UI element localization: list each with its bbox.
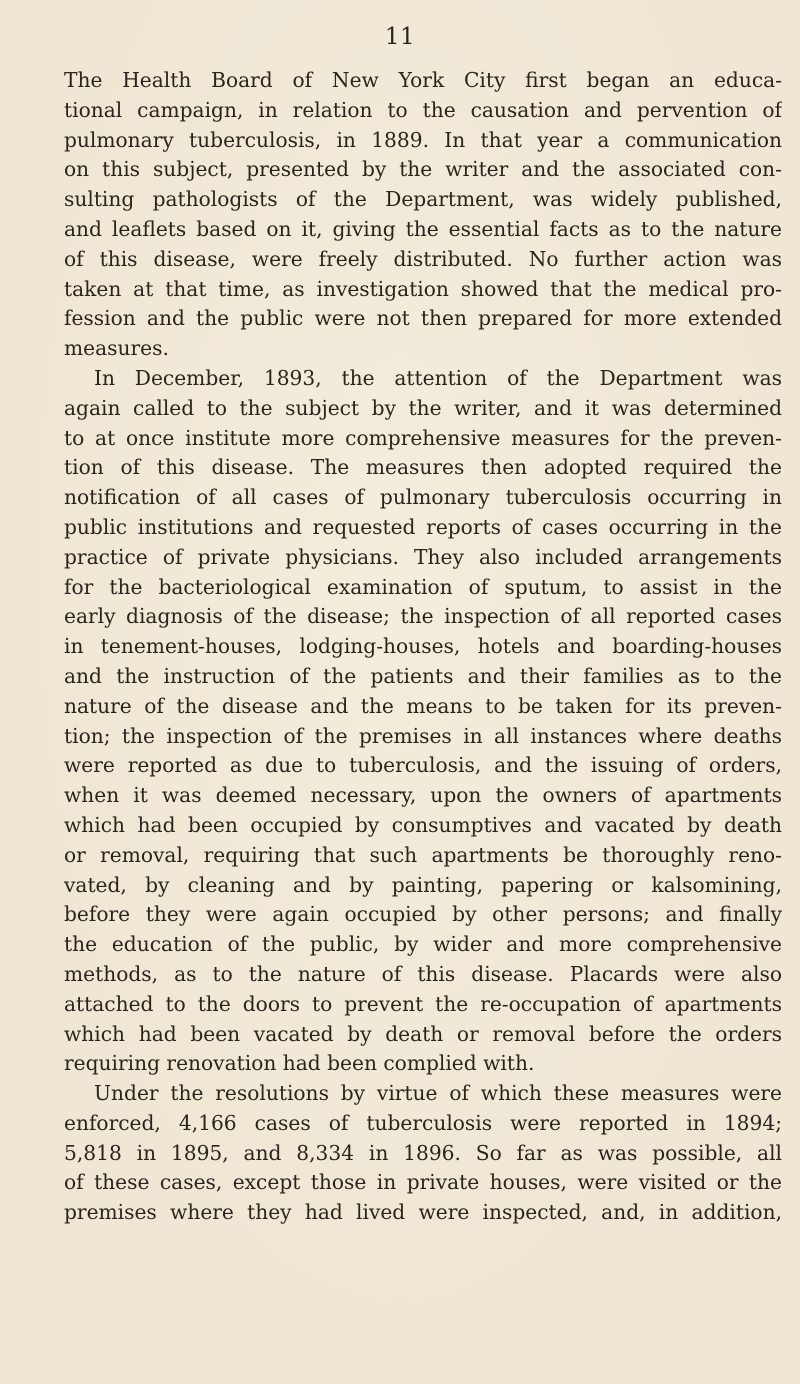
text-line: in tenement-houses, lodging-houses, hotels and boarding-houses bbox=[64, 634, 782, 659]
text-line: again called to the subject by the writer, and it was determined bbox=[64, 395, 782, 420]
text-line: and leaflets based on it, giving the essential facts as to the nature bbox=[64, 216, 782, 241]
text-line: to at once institute more comprehensive measures for the preven- bbox=[64, 425, 782, 450]
text-line: In December, 1893, the attention of the Department was bbox=[94, 365, 782, 390]
body-text bbox=[64, 66, 782, 1228]
text-line: pulmonary tuberculosis, in 1889. In that year a communication bbox=[64, 127, 782, 152]
text-line: for the bacteriological examination of sputum, to assist in the bbox=[64, 574, 782, 599]
text-line: sulting pathologists of the Department, was widely published, bbox=[64, 187, 782, 212]
text-line: public institutions and requested reports of cases occurring in the bbox=[64, 514, 782, 539]
text-line: the education of the public, by wider and more comprehensive bbox=[64, 932, 782, 957]
text-line: nature of the disease and the means to be taken for its preven- bbox=[64, 693, 782, 718]
text-line: of these cases, except those in private houses, were visited or the bbox=[64, 1170, 782, 1195]
text-line: practice of private physicians. They also included arrangements bbox=[64, 544, 782, 569]
text-line: enforced, 4,166 cases of tuberculosis were reported in 1894; bbox=[64, 1110, 782, 1135]
text-line: methods, as to the nature of this disease. Placards were also bbox=[64, 961, 782, 986]
text-line: fession and the public were not then prepared for more extended bbox=[64, 306, 782, 331]
text-line: of this disease, were freely distributed. No further action was bbox=[64, 246, 782, 271]
text-line: were reported as due to tuberculosis, and the issuing of orders, bbox=[64, 753, 782, 778]
text-line: tional campaign, in relation to the causation and pervention of bbox=[64, 97, 782, 122]
text-line: The Health Board of New York City first began an educa- bbox=[64, 68, 782, 92]
text-line: on this subject, presented by the writer and the associated con- bbox=[64, 157, 782, 182]
text-line: which had been occupied by consumptives and vacated by death bbox=[64, 812, 782, 837]
text-line: premises where they had lived were inspected, and, in addition, bbox=[64, 1200, 782, 1225]
text-line: notification of all cases of pulmonary tuberculosis occurring in bbox=[64, 485, 782, 510]
text-line: early diagnosis of the disease; the inspection of all reported cases bbox=[64, 604, 782, 629]
text-line: before they were again occupied by other persons; and finally bbox=[64, 902, 782, 927]
text-line: measures. bbox=[64, 336, 169, 361]
paragraph bbox=[64, 364, 782, 1079]
text-line: tion; the inspection of the premises in all instances where deaths bbox=[64, 723, 782, 748]
text-line: or removal, requiring that such apartments be thoroughly reno- bbox=[64, 842, 782, 867]
text-line: when it was deemed necessary, upon the owners of apartments bbox=[64, 783, 782, 808]
paragraph bbox=[64, 66, 782, 364]
text-line: vated, by cleaning and by painting, papering or kalsomining, bbox=[64, 872, 782, 897]
text-line: attached to the doors to prevent the re-occupation of apartments bbox=[64, 991, 782, 1016]
text-line: 5,818 in 1895, and 8,334 in 1896. So far as was possible, all bbox=[64, 1140, 782, 1165]
text-line: tion of this disease. The measures then adopted required the bbox=[64, 455, 782, 480]
text-line: Under the resolutions by virtue of which these measures were bbox=[94, 1081, 782, 1106]
text-line: which had been vacated by death or removal before the orders bbox=[64, 1021, 782, 1046]
text-line: taken at that time, as investigation showed that the medical pro- bbox=[64, 276, 782, 301]
page-number: 11 bbox=[384, 24, 416, 50]
text-line: requiring renovation had been complied with. bbox=[64, 1051, 535, 1076]
text-line: and the instruction of the patients and their families as to the bbox=[64, 663, 782, 688]
paragraph bbox=[64, 1079, 782, 1228]
